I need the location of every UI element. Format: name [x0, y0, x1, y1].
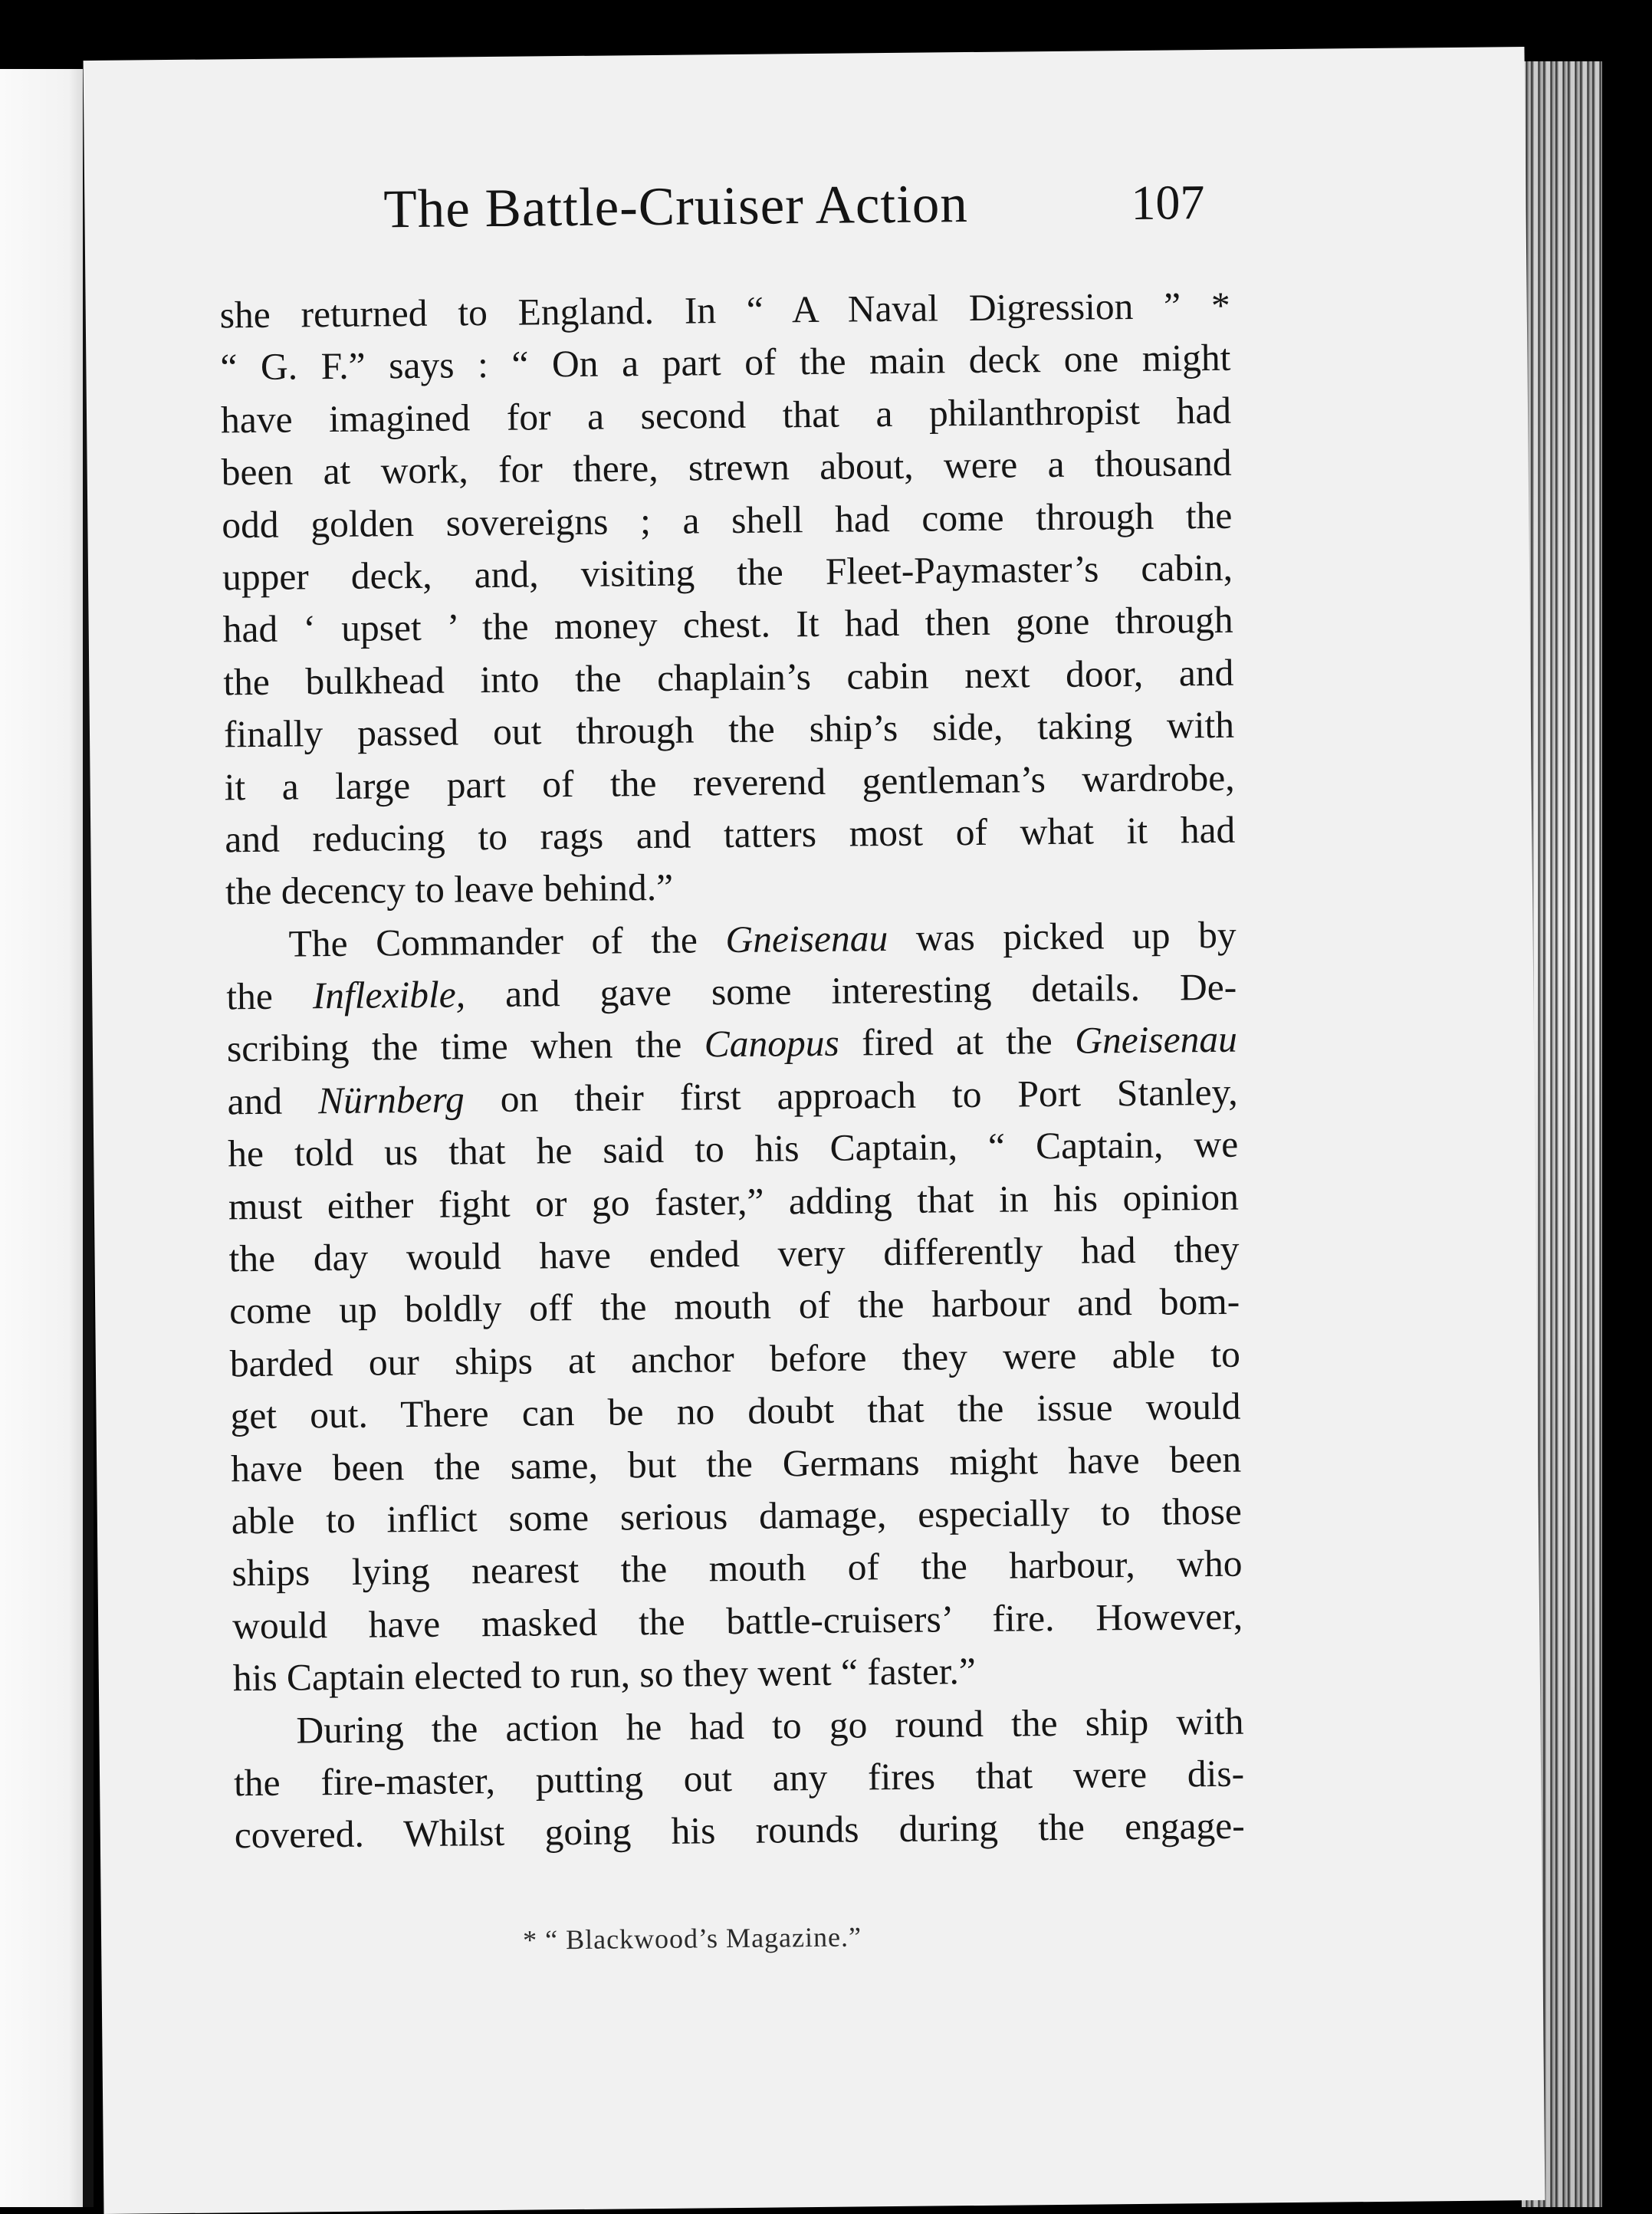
text-line: barded our ships at anchor before they were able to — [229, 1332, 1241, 1385]
ship-name: Gneisenau — [1074, 1018, 1238, 1063]
text-line: would have masked the battle-cruisers’ fire. However, — [232, 1595, 1243, 1647]
text-line: have been the same, but the Germans might have been — [230, 1437, 1242, 1490]
paragraph-end-line: the decency to leave behind.” — [225, 866, 674, 913]
text-line: have imagined for a second that a philanthropist had — [220, 389, 1232, 442]
text-run: and gave some interesting details. De- — [465, 965, 1237, 1016]
text-line: ships lying nearest the mouth of the harbour, who — [232, 1542, 1243, 1595]
text-line: he told us that he said to his Captain, “ Captain, we — [227, 1122, 1239, 1175]
book-page — [84, 47, 1545, 2214]
text-line — [227, 1066, 1238, 1128]
text-line: finally passed out through the ship’s side, taking with — [223, 703, 1235, 756]
text-line: odd golden sovereigns ; a shell had come through the — [222, 494, 1233, 546]
text-run: The Commander of the — [288, 918, 726, 965]
text-run: on their first approach to Port Stanley, — [464, 1070, 1238, 1121]
page-number: 107 — [1131, 175, 1205, 230]
text-line — [227, 1013, 1238, 1076]
text-line: must either fight or go faster,” adding that in his opinion — [228, 1175, 1240, 1227]
left-page-edge — [0, 69, 86, 2207]
text-line: upper deck, and, visiting the Fleet-Paymaster’s cabin, — [222, 546, 1233, 599]
text-line — [226, 961, 1237, 1023]
text-line: “ G. F.” says : “ On a part of the main deck one might — [220, 337, 1231, 389]
text-line: the fire-master, putting out any fires that were dis- — [233, 1752, 1245, 1805]
text-line: and reducing to rags and tatters most of what it had — [225, 808, 1236, 861]
text-line: come up boldly off the mouth of the harbour and bom- — [228, 1280, 1240, 1332]
ship-name: Inflexible, — [312, 973, 466, 1017]
text-run: and — [227, 1079, 319, 1123]
text-line: covered. Whilst going his rounds during the engage- — [234, 1804, 1245, 1857]
text-line: had ‘ upset ’ the money chest. It had then gone through — [222, 599, 1233, 651]
ship-name: Gneisenau — [725, 916, 888, 961]
text-line: she returned to England. In “ A Naval Digression ” * — [219, 284, 1230, 337]
text-line: been at work, for there, strewn about, were a thousand — [221, 441, 1232, 494]
text-line: able to inflict some serious damage, especially to those — [231, 1490, 1243, 1542]
paragraph-end-line: his Captain elected to run, so they went “ faster.” — [232, 1650, 977, 1700]
text-line: the day would have ended very differently had they — [228, 1227, 1240, 1280]
text-line: it a large part of the reverend gentleman’s wardrobe, — [224, 756, 1235, 808]
text-line: the bulkhead into the chaplain’s cabin next door, and — [223, 651, 1234, 704]
text-run: the — [226, 974, 314, 1018]
text-line — [225, 908, 1237, 971]
ship-name: Nürnberg — [317, 1078, 465, 1122]
page-header — [84, 168, 1526, 266]
text-run: scribing the time when the — [226, 1023, 705, 1070]
text-run: was picked up by — [887, 913, 1237, 959]
text-line: get out. There can be no doubt that the issue would — [230, 1385, 1241, 1437]
running-title: The Battle-Cruiser Action — [383, 174, 969, 240]
text-line: During the action he had to go round the ship with — [296, 1700, 1244, 1752]
ship-name: Canopus — [704, 1022, 840, 1066]
text-run: fired at the — [839, 1020, 1076, 1065]
footnote: * “ Blackwood’s Magazine.” — [522, 1921, 862, 1956]
body-text — [219, 280, 1245, 1862]
